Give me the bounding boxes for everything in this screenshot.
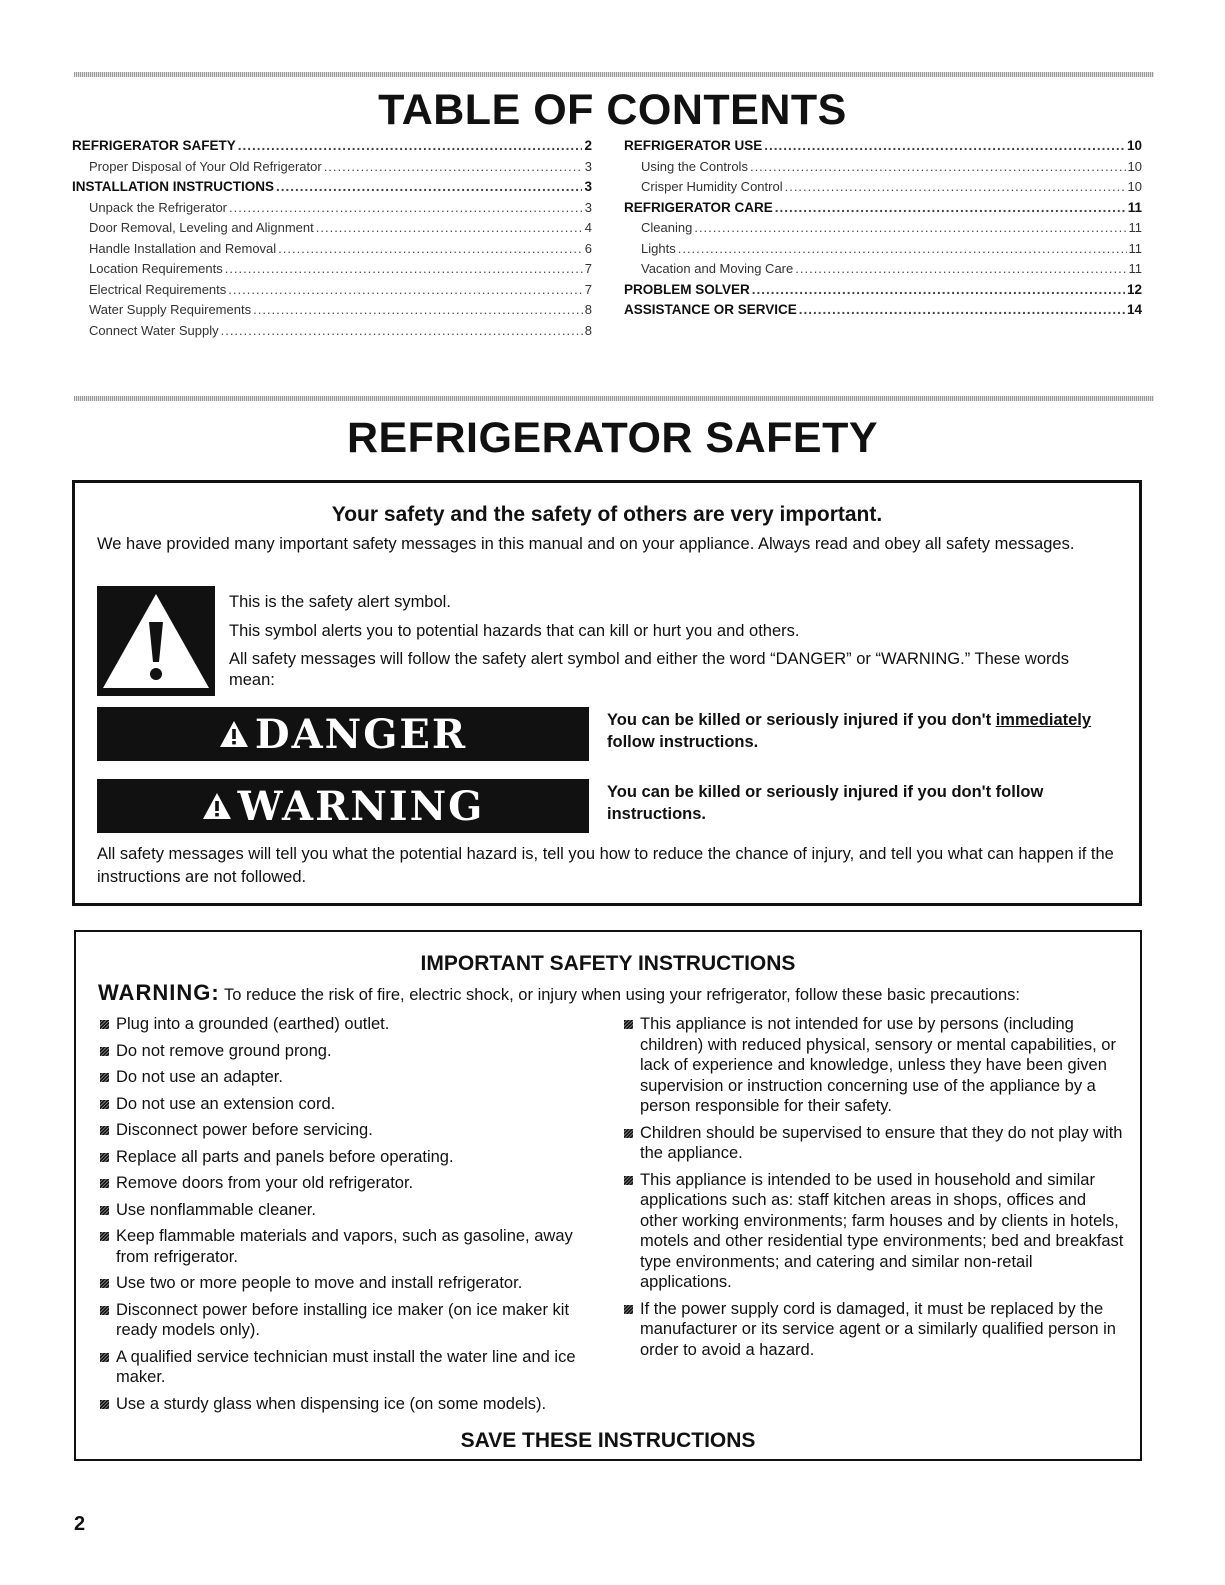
warning-label: WARNING (237, 782, 485, 830)
symbol-line-1: This is the safety alert symbol. (229, 593, 451, 611)
toc-entry-label: REFRIGERATOR SAFETY (72, 138, 236, 153)
toc-title: TABLE OF CONTENTS (378, 86, 847, 134)
precaution-item: Do not remove ground prong. (98, 1041, 598, 1062)
toc-leader-dots (238, 138, 583, 153)
toc-entry-page: 11 (1127, 199, 1142, 215)
toc-entry-label: Water Supply Requirements (89, 302, 252, 317)
toc-entry-page: 2 (584, 138, 592, 153)
toc-entry-label: REFRIGERATOR CARE (624, 199, 773, 215)
toc-entry (624, 302, 1142, 323)
toc-leader-dots (752, 282, 1125, 297)
save-instructions: SAVE THESE INSTRUCTIONS (460, 1429, 756, 1452)
toc-entry-page: 8 (584, 302, 592, 317)
toc-entry-label: Using the Controls (641, 158, 748, 174)
toc-entry-page: 3 (584, 158, 592, 174)
toc-leader-dots (750, 159, 1126, 174)
important-instructions-box (74, 930, 1142, 1461)
precaution-item: Replace all parts and panels before operating. (98, 1147, 598, 1168)
toc-entry-label: Electrical Requirements (89, 281, 227, 297)
precaution-item: Keep flammable materials and vapors, such as gasoline, away from refrigerator. (98, 1226, 598, 1267)
danger-description (607, 709, 1137, 753)
toc-entry (72, 302, 592, 323)
toc-leader-dots (253, 302, 583, 317)
safety-closing: All safety messages will tell you what the potential hazard is, tell you how to reduce the chance of injury, and tell you what can happen if the instructions are not followed. (97, 845, 1114, 886)
danger-text-a: You can be killed or seriously injured if you don't (607, 711, 996, 729)
safety-title: REFRIGERATOR SAFETY (346, 414, 879, 462)
toc-entry-page: 10 (1127, 158, 1142, 174)
safety-intro: We have provided many important safety messages in this manual and on your appliance. Always read and obey all safety messages. (97, 535, 1075, 553)
toc-leader-dots (678, 241, 1127, 256)
toc-entry (72, 282, 592, 303)
toc-entry (624, 220, 1142, 241)
toc-entry-page: 10 (1127, 179, 1142, 194)
toc-entry-page: 3 (584, 199, 592, 215)
toc-entry (624, 179, 1142, 200)
toc-left-column (72, 138, 592, 343)
toc-entry-label: Lights (641, 240, 676, 256)
toc-leader-dots (221, 323, 583, 338)
toc-leader-dots (228, 282, 582, 297)
precaution-item: Use nonflammable cleaner. (98, 1200, 598, 1221)
warning-text: To reduce the risk of fire, electric shock, or injury when using your refrigerator, follow these basic precautions: (219, 986, 1020, 1004)
symbol-line-2: This symbol alerts you to potential hazards that can kill or hurt you and others. (229, 622, 800, 640)
toc-entry (72, 261, 592, 282)
toc-entry-page: 11 (1128, 240, 1142, 256)
toc-leader-dots (694, 220, 1126, 235)
toc-entry (624, 159, 1142, 180)
precaution-item: Use a sturdy glass when dispensing ice (on some models). (98, 1394, 598, 1415)
toc-right-column (624, 138, 1142, 323)
toc-entry-label: Handle Installation and Removal (89, 240, 277, 256)
toc-entry-label: Door Removal, Leveling and Alignment (89, 220, 314, 235)
toc-leader-dots (324, 159, 583, 174)
toc-entry (72, 138, 592, 159)
precaution-item: Disconnect power before installing ice maker (on ice maker kit ready models only). (98, 1300, 598, 1341)
toc-entry-page: 10 (1126, 138, 1142, 153)
toc-entry (624, 261, 1142, 282)
precaution-item: Do not use an adapter. (98, 1067, 598, 1088)
toc-entry-label: INSTALLATION INSTRUCTIONS (72, 179, 274, 194)
toc-leader-dots (316, 220, 583, 235)
precaution-item: Remove doors from your old refrigerator. (98, 1173, 598, 1194)
toc-entry-label: PROBLEM SOLVER (624, 281, 750, 297)
toc-entry-page: 7 (584, 261, 592, 276)
precaution-item: Do not use an extension cord. (98, 1094, 598, 1115)
toc-entry (624, 282, 1142, 303)
toc-leader-dots (764, 138, 1125, 153)
toc-leader-dots (799, 302, 1125, 317)
toc-entry (72, 159, 592, 180)
symbol-line-3: All safety messages will follow the safety alert symbol and either the word “DANGER” or “WARNING.” These words mean: (229, 650, 1069, 689)
warning-alert-icon (202, 791, 232, 821)
toc-entry-label: Cleaning (641, 220, 693, 235)
precautions-left-list (98, 1014, 598, 1420)
danger-signal-word (97, 707, 589, 761)
safety-alert-symbol-icon (97, 586, 215, 696)
toc-entry-page: 14 (1126, 302, 1142, 317)
warning-description: You can be killed or seriously injured if you don't follow instructions. (607, 783, 1044, 823)
warning-signal-word (97, 779, 589, 833)
toc-entry (624, 138, 1142, 159)
top-divider (74, 72, 1154, 77)
toc-entry-label: Connect Water Supply (89, 322, 219, 338)
toc-entry (624, 200, 1142, 221)
precaution-item: Disconnect power before servicing. (98, 1120, 598, 1141)
danger-text-b: follow instructions. (607, 733, 759, 751)
toc-entry-label: ASSISTANCE OR SERVICE (624, 302, 797, 317)
danger-text-underlined: immediately (995, 711, 1092, 729)
toc-entry (624, 241, 1142, 262)
section-divider (74, 396, 1154, 401)
precaution-item: If the power supply cord is damaged, it must be replaced by the manufacturer or its service agent or a similarly qualified person in order to avoid a hazard. (622, 1299, 1127, 1361)
toc-entry-page: 6 (584, 240, 592, 256)
toc-entry-page: 3 (584, 179, 592, 194)
toc-entry-page: 12 (1126, 281, 1142, 297)
toc-entry (72, 200, 592, 221)
toc-entry (72, 179, 592, 200)
toc-leader-dots (775, 200, 1126, 215)
toc-entry-page: 4 (584, 220, 592, 235)
instructions-warning (98, 980, 1020, 1006)
safety-box-heading: Your safety and the safety of others are very important. (331, 503, 883, 526)
toc-entry (72, 241, 592, 262)
danger-label: DANGER (254, 710, 468, 758)
precautions-right-list (622, 1014, 1127, 1366)
toc-entry-label: REFRIGERATOR USE (624, 138, 763, 153)
toc-entry-page: 7 (584, 281, 592, 297)
warning-word: WARNING: (98, 980, 220, 1005)
toc-entry-label: Unpack the Refrigerator (89, 199, 228, 215)
toc-leader-dots (795, 261, 1126, 276)
precaution-item: This appliance is intended to be used in household and similar applications such as: staff kitchen areas in shops, offices and other working environments; farm houses and by clients in hotels, motels and other residential type environments; bed and breakfast type environments; and catering and similar non-retail applications. (622, 1170, 1127, 1293)
toc-entry (72, 323, 592, 344)
toc-leader-dots (225, 261, 583, 276)
precaution-item: This appliance is not intended for use by persons (including children) with reduced physical, sensory or mental capabilities, or lack of experience and knowledge, unless they have been given supervision or instruction concerning use of the appliance by a person responsible for their safety. (622, 1014, 1127, 1117)
toc-entry-page: 11 (1128, 261, 1142, 276)
toc-entry (72, 220, 592, 241)
toc-leader-dots (278, 241, 583, 256)
precaution-item: A qualified service technician must install the water line and ice maker. (98, 1347, 598, 1388)
toc-leader-dots (276, 179, 582, 194)
safety-box (72, 480, 1142, 906)
toc-entry-page: 8 (584, 322, 592, 338)
danger-alert-icon (219, 719, 249, 749)
toc-leader-dots (785, 179, 1126, 194)
precaution-item: Children should be supervised to ensure that they do not play with the appliance. (622, 1123, 1127, 1164)
page-number: 2 (74, 1513, 86, 1535)
toc-leader-dots (229, 200, 583, 215)
precaution-item: Plug into a grounded (earthed) outlet. (98, 1014, 598, 1035)
toc-entry-page: 11 (1128, 220, 1142, 235)
precaution-item: Use two or more people to move and install refrigerator. (98, 1273, 598, 1294)
toc-entry-label: Crisper Humidity Control (641, 179, 783, 194)
toc-entry-label: Vacation and Moving Care (641, 261, 794, 276)
toc-entry-label: Proper Disposal of Your Old Refrigerator (89, 158, 322, 174)
instructions-heading: IMPORTANT SAFETY INSTRUCTIONS (420, 952, 796, 975)
toc-entry-label: Location Requirements (89, 261, 223, 276)
